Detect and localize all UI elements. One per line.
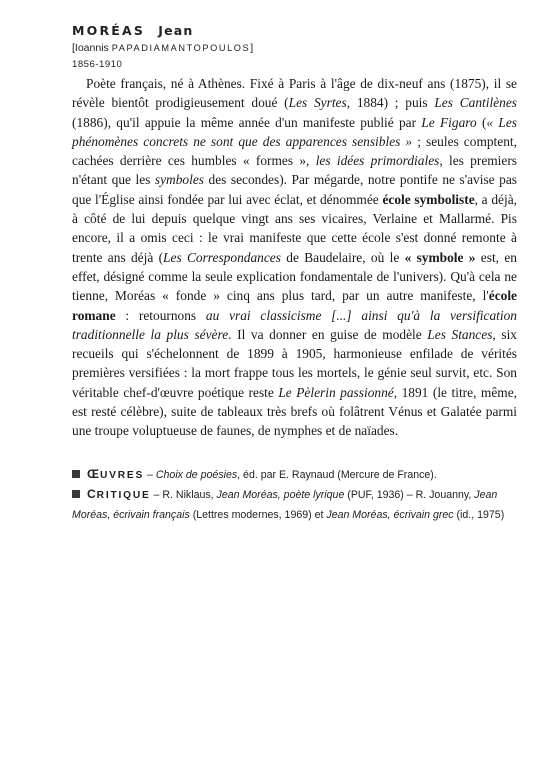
critique-line: CRITIQUE – R. Niklaus, Jean Moréas, poète lyrique (PUF, 1936) – R. Jouanny, Jean Moréas, écrivain français (Lettres modernes, 1969) et Jean Moréas, écrivain grec (id., 1975)	[72, 487, 505, 521]
critique-title-3: Jean Moréas, écrivain grec	[326, 508, 454, 521]
italic-run: « Les phénomènes concrets ne sont que des apparences sensibles »	[72, 114, 517, 149]
entry-real-name	[72, 40, 517, 57]
critique-title-2: Jean Moréas, écrivain français	[72, 489, 498, 521]
text-run: de Baudelaire, où le	[280, 249, 405, 265]
real-name-suffix: ]	[250, 42, 254, 54]
italic-run: Le Figaro	[421, 114, 477, 130]
text-run: Poète français, né à Athènes. Fixé à Paris à l'âge de dix-neuf ans (1875), il se révèle bientôt prodigieusement doué (	[72, 76, 517, 111]
text-run: (1886), qu'il appuie la même année d'un manifeste publié par	[72, 114, 422, 130]
entry-body	[72, 74, 517, 441]
real-name-prefix: [Ioannis	[72, 42, 112, 54]
bullet-square-icon	[72, 470, 80, 478]
italic-run: Les Correspondances	[163, 249, 281, 265]
works-title: Choix de poésies	[155, 468, 238, 481]
bold-run: « symbole »	[404, 249, 476, 265]
body-paragraph	[72, 74, 517, 441]
critique-title-1: Jean Moréas, poète lyrique	[216, 489, 345, 502]
text-run: , 1891 (le titre, même, est resté célèbre), suite de tableaux très brefs où folâtrent Vénus et Galatée parmi une troupe voluptueuse de faunes, de nymphes et de naïades.	[72, 384, 517, 439]
works-label: ŒUVRES	[87, 466, 145, 481]
critique-label: CRITIQUE	[87, 487, 151, 502]
text-run: , 1884) ; puis	[346, 95, 435, 111]
italic-run: au vrai classicisme [...] ainsi qu'à la versification traditionnelle la plus sévère	[72, 307, 517, 342]
italic-run: Les Stances	[427, 326, 493, 342]
text-run: (	[476, 114, 487, 130]
text-run: des secondes). Par mégarde, notre pontife ne s'avise pas que l'Église ainsi fondée par lui avec éclat, et dénommée	[72, 172, 517, 207]
italic-run: symboles	[154, 172, 204, 188]
text-run: . Il va donner en guise de modèle	[228, 326, 428, 342]
bold-run: école symboliste	[382, 191, 475, 207]
text-run: ; seules comptent, cachées derrière ces humbles « formes »,	[72, 133, 517, 169]
entry-surname: MORÉAS	[72, 23, 146, 38]
italic-run: les idées primordiales	[315, 153, 440, 169]
italic-run: Les Syrtes	[288, 95, 347, 111]
text-run: : retournons	[115, 307, 206, 323]
works-line: ŒUVRES – Choix de poésies, éd. par E. Raynaud (Mercure de France).	[72, 465, 517, 486]
italic-run: Les Cantilènes	[434, 95, 517, 111]
entry-heading	[72, 22, 517, 40]
text-run: , les premiers n'étant que les	[72, 153, 518, 188]
italic-run: Le Pèlerin passionné	[278, 384, 394, 400]
text-run: est, en effet, désigné comme la seule explication fondamentale de l'univers). Qu'à cela ne tienne, Moréas « fonde » cinq ans plus tard, par un autre manifeste, l'	[72, 249, 517, 304]
bold-run: école romane	[72, 288, 517, 323]
dictionary-entry	[72, 22, 517, 524]
real-name-surname: PAPADIAMANTOPOULOS	[111, 43, 251, 53]
entry-given-name: Jean	[158, 23, 194, 38]
entry-dates: 1856-1910	[72, 59, 123, 70]
text-run: , six recueils qui s'échelonnent de 1899 à 1905, harmonieuse enfilade de vérités premières versifiées : la mort frappe tous les mortels, le génie seul survit, etc. Son véritable chef-d'œuvre poétique reste	[72, 326, 518, 400]
bullet-square-icon	[72, 490, 80, 498]
text-run: , a déjà, à côté de lui depuis quelque vingt ans ses vicaires, Verlaine et Mallarmé. Pis encore, il a omis ceci : le vrai manifeste que cette école s'est donné remonte à trente ans déjà (	[72, 191, 517, 265]
bibliography	[72, 465, 517, 525]
